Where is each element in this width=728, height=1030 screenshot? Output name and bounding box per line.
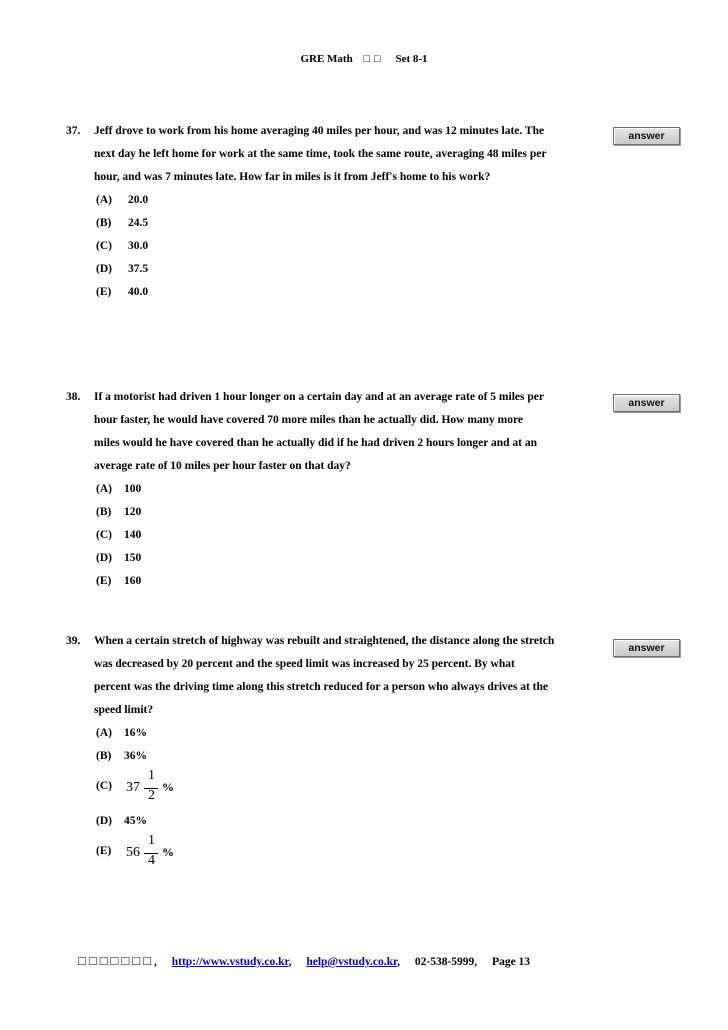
option-a[interactable]: (A) 20.0 xyxy=(96,194,149,206)
question-number: 38. xyxy=(66,391,81,403)
question-number: 37. xyxy=(66,125,81,137)
question-line: If a motorist had driven 1 hour longer on a certain day and at an average rate of 5 miles per xyxy=(94,391,544,403)
option-b[interactable]: (B) 120 xyxy=(96,506,142,518)
page-header xyxy=(0,53,728,65)
question-line: was decreased by 20 percent and the speed limit was increased by 25 percent. By what xyxy=(94,658,515,670)
option-d[interactable]: (D) 150 xyxy=(96,552,142,564)
option-c[interactable]: (C) 30.0 xyxy=(96,240,149,252)
option-a[interactable]: (A) 100 xyxy=(96,483,142,495)
option-a[interactable]: (A) 16% xyxy=(96,727,147,739)
footer-glyphs: □□□□□□□ xyxy=(78,953,154,968)
header-set: Set 8-1 xyxy=(395,53,428,65)
page-number: Page 13 xyxy=(492,956,531,968)
question-text xyxy=(66,630,594,722)
website-link[interactable]: http://www.vstudy.co.kr xyxy=(171,956,289,968)
question-line: hour, and was 7 minutes late. How far in miles is it from Jeff's home to his work? xyxy=(94,171,491,183)
answer-button-37[interactable]: answer xyxy=(613,127,680,145)
option-e[interactable]: (E) 40.0 xyxy=(96,286,149,298)
option-e[interactable]: (E) 160 xyxy=(96,575,142,587)
question-line: percent was the driving time along this stretch reduced for a person who always drives at the xyxy=(94,681,549,693)
option-b[interactable]: (B) 36% xyxy=(96,750,147,762)
header-glyphs: □□ xyxy=(363,53,385,65)
option-c[interactable]: (C) 37 1 2 % xyxy=(96,768,174,803)
question-text xyxy=(66,386,594,478)
question-line: When a certain stretch of highway was rebuilt and straightened, the distance along the stretch xyxy=(94,635,555,647)
question-line: average rate of 10 miles per hour faster on that day? xyxy=(94,460,351,472)
question-line: next day he left home for work at the same time, took the same route, averaging 48 miles per xyxy=(94,148,547,160)
question-line: Jeff drove to work from his home averaging 40 miles per hour, and was 12 minutes late. The xyxy=(94,125,545,137)
question-line: speed limit? xyxy=(94,704,154,716)
question-number: 39. xyxy=(66,635,81,647)
question-39 xyxy=(66,630,594,871)
question-line: miles would he have covered than he actually did if he had driven 2 hours longer and at an xyxy=(94,437,538,449)
question-38 xyxy=(66,386,594,593)
option-b[interactable]: (B) 24.5 xyxy=(96,217,149,229)
page-footer: □□□□□□□, http://www.vstudy.co.kr, help@vstudy.co.kr, 02-538-5999, Page 13 xyxy=(78,953,531,968)
answer-button-38[interactable]: answer xyxy=(613,394,680,412)
email-link[interactable]: help@vstudy.co.kr xyxy=(306,956,398,968)
header-title: GRE Math xyxy=(300,53,353,65)
option-c[interactable]: (C) 140 xyxy=(96,529,142,541)
option-e[interactable]: (E) 56 1 4 % xyxy=(96,833,174,868)
question-line: hour faster, he would have covered 70 more miles than he actually did. How many more xyxy=(94,414,524,426)
option-d[interactable]: (D) 37.5 xyxy=(96,263,149,275)
question-37 xyxy=(66,120,594,304)
question-text xyxy=(66,120,594,189)
answer-button-39[interactable]: answer xyxy=(613,639,680,657)
option-d[interactable]: (D) 45% xyxy=(96,815,147,827)
phone-number: 02-538-5999 xyxy=(414,956,475,968)
